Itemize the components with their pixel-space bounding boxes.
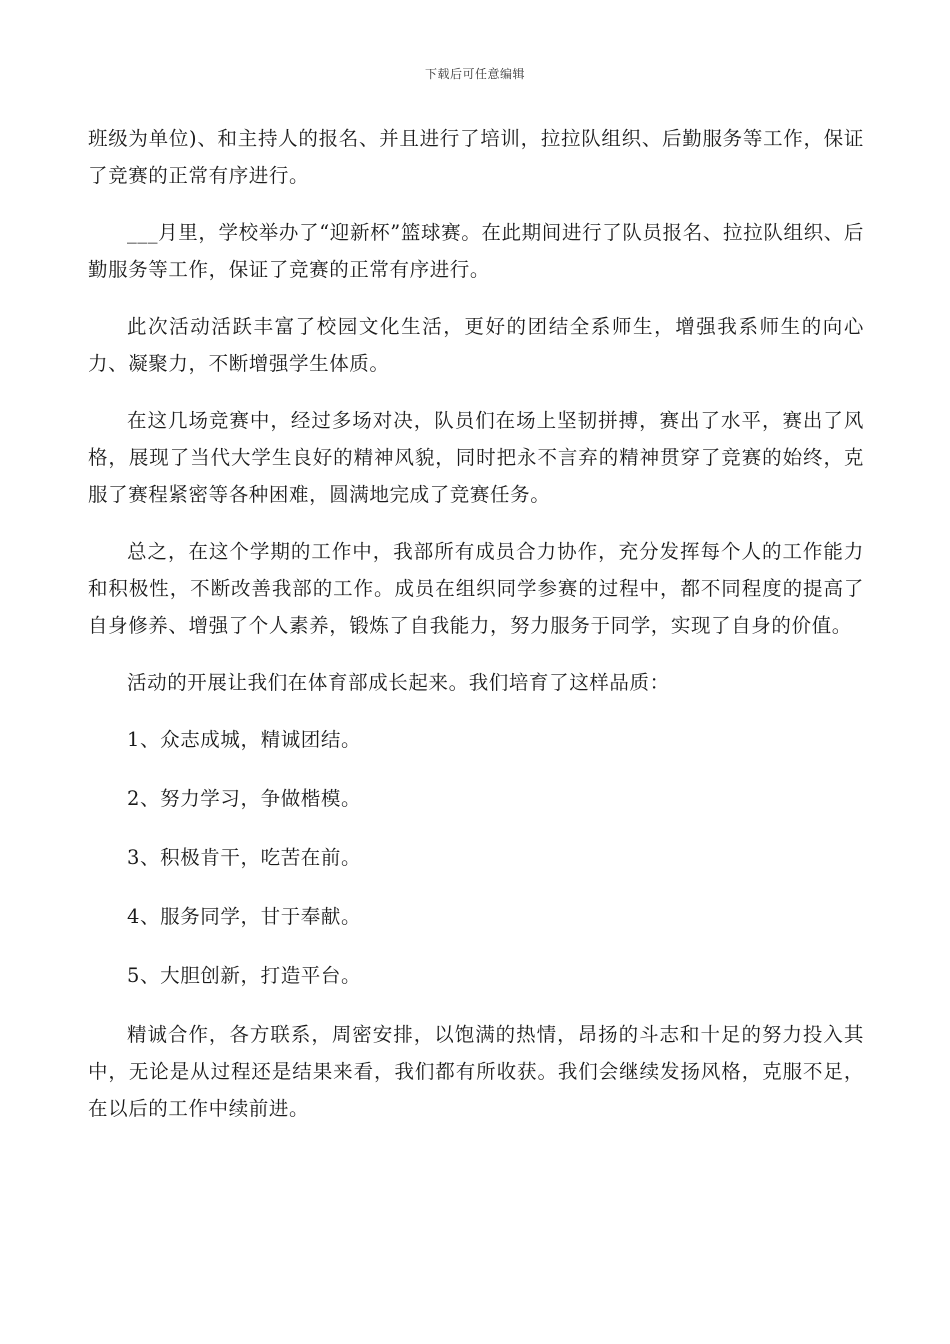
page-header: 下载后可任意编辑 [424,67,525,81]
paragraph-qualities-intro: 活动的开展让我们在体育部成长起来。我们培育了这样品质： [127,671,670,694]
paragraph-basketball: ___月里，学校举办了“迎新杯”篮球赛。在此期间进行了队员报名、拉拉队组织、后勤服务等工作，保证了竞赛的正常有序进行。 [88,221,864,281]
document-body [88,120,864,1147]
list-item: 2、努力学习，争做楷模。 [127,787,362,810]
list-item: 5、大胆创新，打造平台。 [127,964,362,987]
paragraph-continuation: 班级为单位)、和主持人的报名、并且进行了培训，拉拉队组织、后勤服务等工作，保证了竞赛的正常有序进行。 [88,127,864,187]
list-item: 4、服务同学，甘于奉献。 [127,905,362,928]
list-item: 1、众志成城，精诚团结。 [127,728,362,751]
paragraph-campus-life: 此次活动活跃丰富了校园文化生活，更好的团结全系师生，增强我系师生的向心力、凝聚力，不断增强学生体质。 [88,315,864,375]
list-item: 3、积极肯干，吃苦在前。 [127,846,362,869]
paragraph-competition: 在这几场竞赛中，经过多场对决，队员们在场上坚韧拼搏，赛出了水平，赛出了风格，展现了当代大学生良好的精神风貌，同时把永不言弃的精神贯穿了竞赛的始终，克服了赛程紧密等各种困难，圆满地完成了竞赛任务。 [88,409,864,506]
paragraph-summary: 总之，在这个学期的工作中，我部所有成员合力协作，充分发挥每个人的工作能力和积极性，不断改善我部的工作。成员在组织同学参赛的过程中，都不同程度的提高了自身修养、增强了个人素养，锻炼了自我能力，努力服务于同学，实现了自身的价值。 [88,540,864,637]
paragraph-conclusion: 精诚合作，各方联系，周密安排，以饱满的热情，昂扬的斗志和十足的努力投入其中，无论是从过程还是结果来看，我们都有所收获。我们会继续发扬风格，克服不足，在以后的工作中续前进。 [88,1023,864,1120]
